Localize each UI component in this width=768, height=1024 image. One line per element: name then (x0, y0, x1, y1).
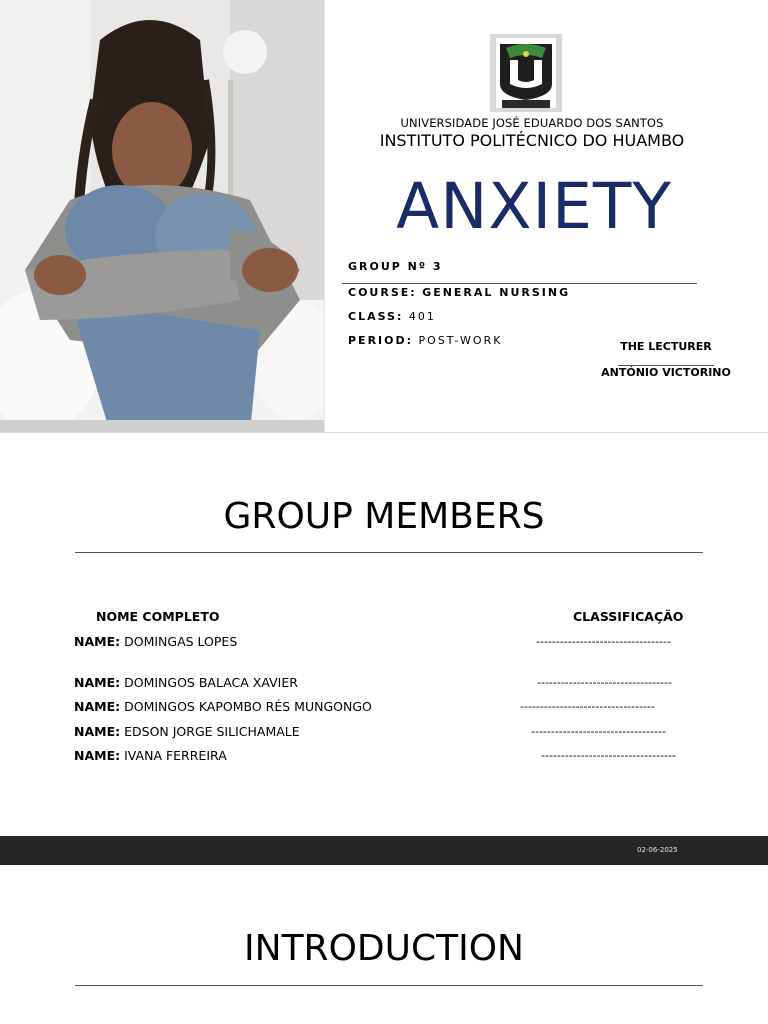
course-line: COURSE: GENERAL NURSING (348, 286, 571, 299)
grade-blank: ---------------------------------- (537, 676, 672, 689)
class-line: CLASS: 401 (348, 310, 436, 323)
document-title: ANXIETY (396, 170, 672, 243)
lecturer-name: ANTÓNIO VICTORINO (601, 366, 731, 379)
university-logo (490, 34, 562, 112)
period-line: PERIOD: POST-WORK (348, 334, 503, 347)
grade-blank: ---------------------------------- (541, 749, 676, 762)
lecturer-label: THE LECTURER (620, 340, 712, 353)
cover-photo (0, 0, 324, 432)
group-number: GROUP Nº 3 (348, 260, 443, 273)
course-rule (342, 283, 697, 284)
member-row: NAME: IVANA FERREIRA (74, 748, 227, 763)
column-full-name: NOME COMPLETO (96, 609, 220, 624)
group-members-title: GROUP MEMBERS (223, 496, 545, 537)
member-row: NAME: EDSON JORGE SILICHAMALE (74, 724, 300, 739)
grade-blank: ---------------------------------- (531, 725, 666, 738)
institute-name: INSTITUTO POLITÉCNICO DO HUAMBO (379, 131, 685, 150)
group-members-rule (75, 552, 703, 553)
member-row: NAME: DOMINGOS BALACA XAVIER (74, 675, 298, 690)
introduction-rule (75, 985, 703, 986)
footer-date: 02-06-2025 (637, 846, 678, 854)
member-row: NAME: DOMINGOS KAPOMBO RÉS MUNGONGO (74, 699, 372, 714)
university-name: UNIVERSIDADE JOSÉ EDUARDO DOS SANTOS (400, 116, 664, 130)
grade-blank: ---------------------------------- (520, 700, 655, 713)
grade-blank: ---------------------------------- (536, 635, 671, 648)
column-classification: CLASSIFICAÇÃO (573, 609, 684, 624)
page-divider (0, 432, 768, 433)
introduction-title: INTRODUCTION (244, 928, 524, 969)
member-row: NAME: DOMINGAS LOPES (74, 634, 238, 649)
